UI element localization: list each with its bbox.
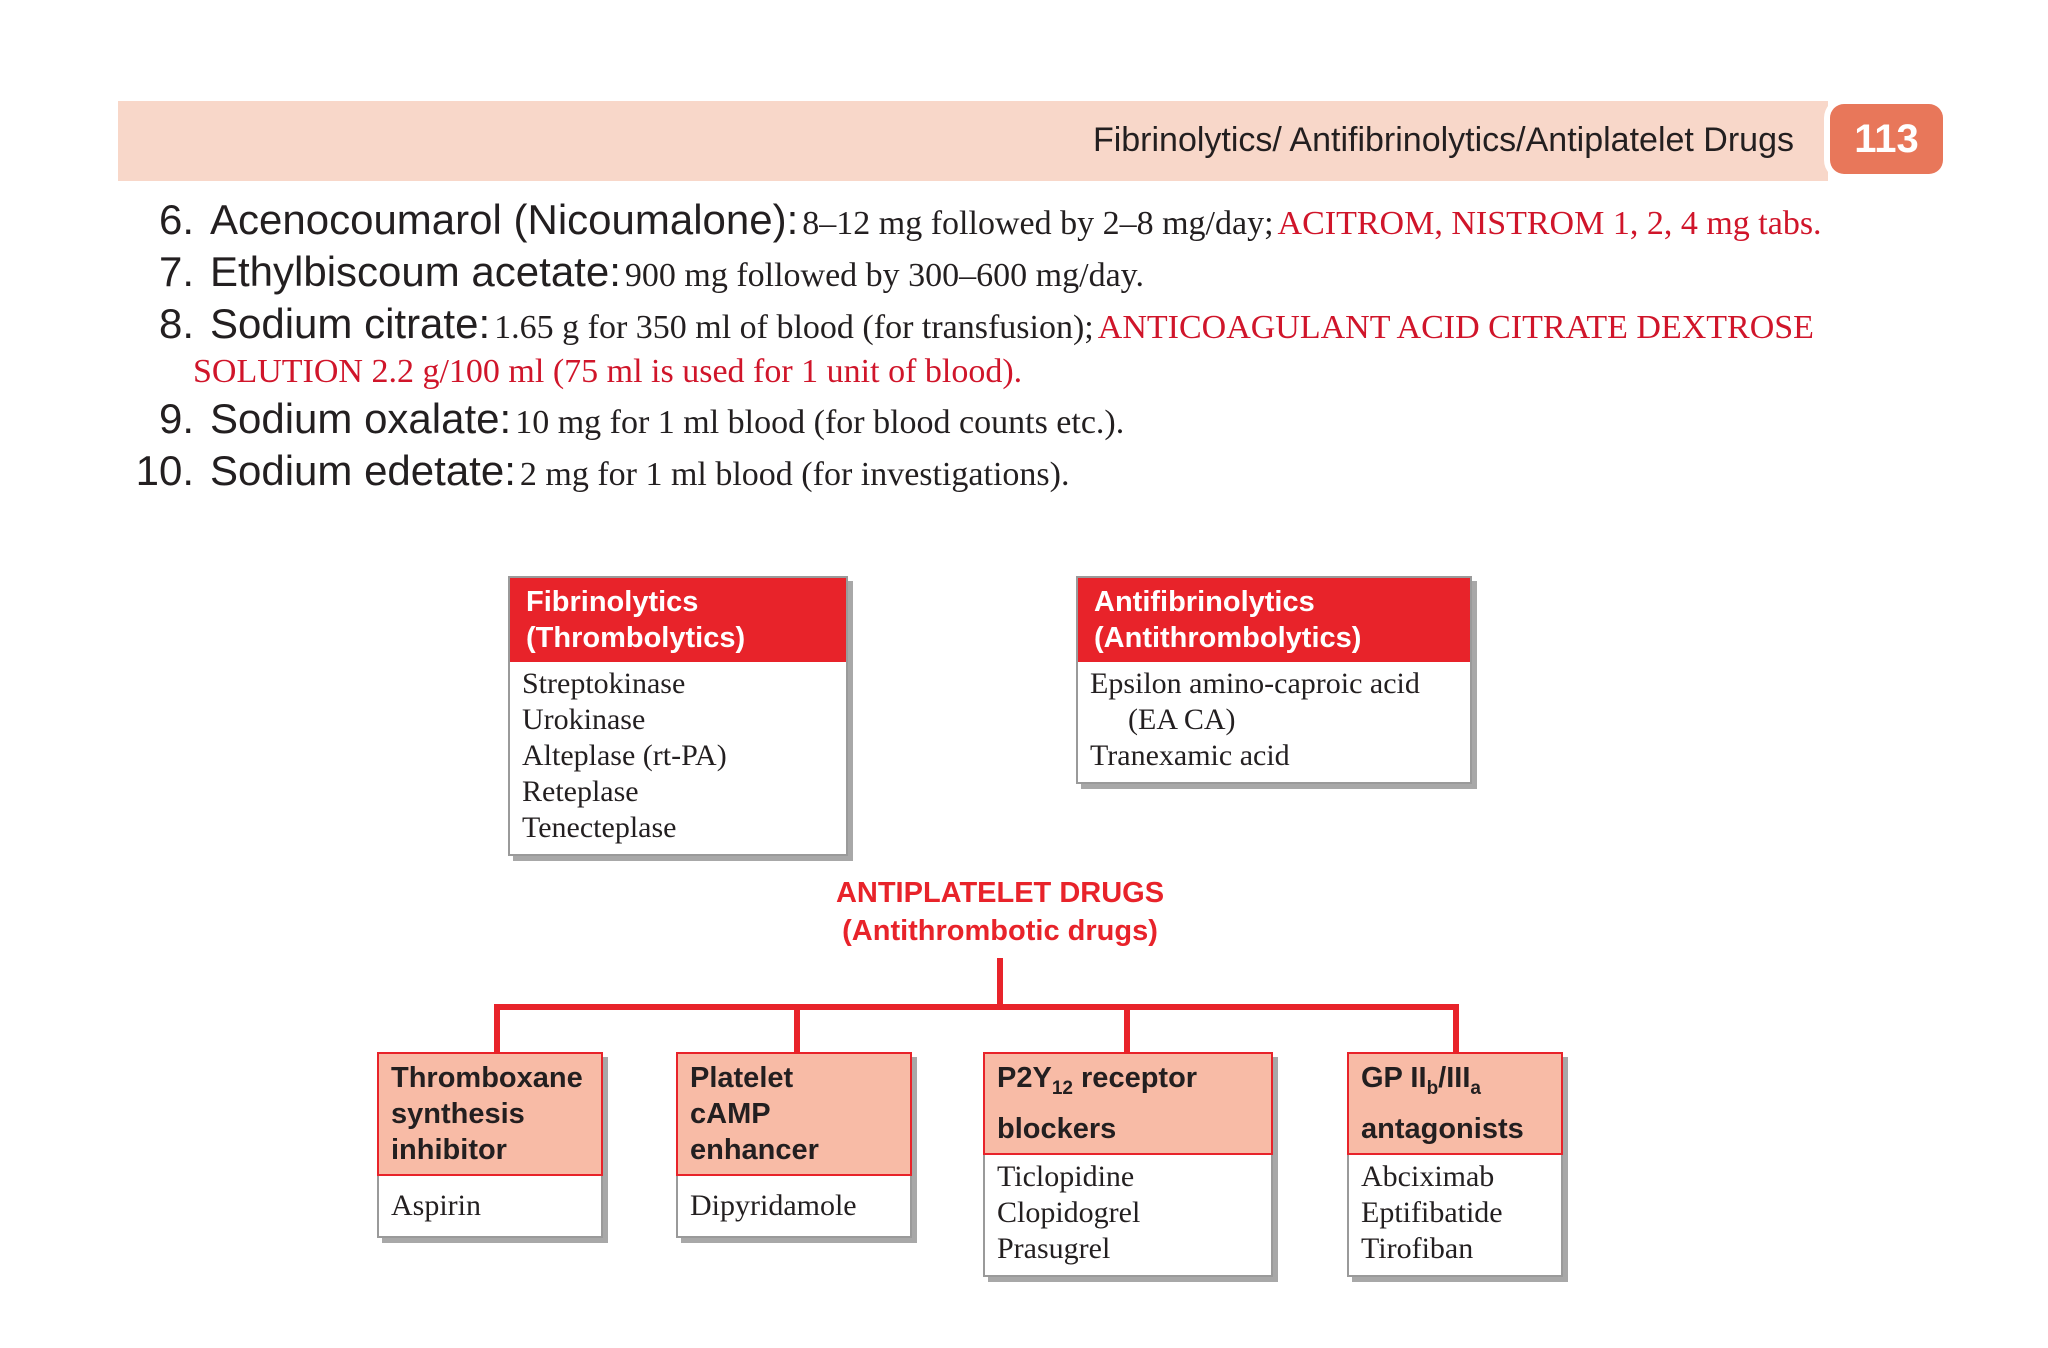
drug-item: Streptokinase [522,667,686,700]
thromboxane-inhibitor-box [377,1052,603,1238]
drug-item: Abciximab [1361,1159,1495,1193]
brand-names: ANTICOAGULANT ACID CITRATE DEXTROSE [1097,309,1814,346]
group-heading: Platelet cAMP enhancer [676,1052,912,1176]
drug-name: Acenocoumarol (Nicoumalone): [210,196,799,243]
drug-item: Prasugrel [997,1231,1111,1265]
drug-item: Eptifibatide [1361,1195,1503,1229]
gp-antagonists-box [1347,1052,1563,1277]
list-item: 9. Sodium oxalate: 10 mg for 1 ml blood (for blood counts etc.). [158,395,1125,442]
drug-item: Epsilon amino-caproic acid [1090,667,1420,700]
drug-item: Tenecteplase [522,811,677,844]
fibrinolytics-heading: Fibrinolytics (Thrombolytics) [510,578,846,662]
drug-name: Sodium citrate: [210,300,491,347]
antifibrinolytics-heading: Antifibrinolytics (Antithrombolytics) [1078,578,1470,662]
drug-item: Tranexamic acid [1090,739,1290,772]
group-drug-list [678,1176,910,1236]
antiplatelet-title: ANTIPLATELET DRUGS (Antithrombotic drugs) [835,877,1165,947]
connector-drop [1453,1004,1459,1054]
drug-item: Ticlopidine [997,1159,1135,1193]
group-heading: Thromboxane synthesis inhibitor [377,1052,603,1176]
group-drug-list [379,1176,601,1236]
list-item: 8. Sodium citrate: 1.65 g for 350 ml of blood (for transfusion); ANTICOAGULANT ACID CITRATE DEXTROSE [158,300,1814,347]
list-item: 7. Ethylbiscoum acetate: 900 mg followed by 300–600 mg/day. [158,248,1144,295]
group-heading: GP $II_b/III_a$ antagonists [1347,1052,1563,1155]
connector-drop [1124,1004,1130,1054]
drug-item: Reteplase [522,775,639,808]
group-drug-list [985,1155,1271,1275]
fibrinolytics-box [508,576,848,856]
connector-bar [494,1004,1459,1010]
chapter-title: Fibrinolytics/ Antifibrinolytics/Antiplatelet Drugs [1092,121,1794,159]
drug-item: Urokinase [522,703,646,736]
antifibrinolytics-box [1076,576,1472,784]
drug-item: (EA CA) [1128,703,1236,736]
dosage: 10 mg for 1 ml blood (for blood counts etc.). [515,404,1125,441]
connector-drop [794,1004,800,1054]
antifibrinolytics-drug-list [1078,662,1470,782]
drug-item: Dipyridamole [690,1189,857,1222]
list-item: 10. Sodium edetate: 2 mg for 1 ml blood (for investigations). [135,447,1070,494]
drug-item: Clopidogrel [997,1195,1141,1229]
dosage: 1.65 g for 350 ml of blood (for transfusion); [494,309,1094,346]
group-drug-list [1349,1155,1561,1275]
page-number: 113 [1830,104,1943,174]
group-heading: $P2Y_{12}$ receptor blockers [983,1052,1273,1155]
dosage: 8–12 mg followed by 2–8 mg/day; [802,205,1274,242]
dosage: 2 mg for 1 ml blood (for investigations). [519,456,1070,493]
drug-name: Sodium edetate: [210,447,516,494]
fibrinolytics-drug-list [510,662,846,854]
p2y12-blockers-box [983,1052,1273,1277]
drug-item: Aspirin [391,1189,481,1222]
drug-item: Tirofiban [1361,1231,1474,1265]
drug-name: Ethylbiscoum acetate: [210,248,621,295]
list-item: 6. Acenocoumarol (Nicoumalone): 8–12 mg followed by 2–8 mg/day; ACITROM, NISTROM 1, 2, 4 mg tabs. [158,196,1822,243]
drug-name: Sodium oxalate: [210,395,512,442]
brand-names-continued: SOLUTION 2.2 g/100 ml (75 ml is used for 1 unit of blood). [193,353,1023,390]
camp-enhancer-box [676,1052,912,1238]
brand-names: ACITROM, NISTROM 1, 2, 4 mg tabs. [1277,205,1822,242]
drug-item: Alteplase (rt-PA) [522,739,727,772]
dosage: 900 mg followed by 300–600 mg/day. [624,257,1144,294]
connector-trunk [997,958,1003,1006]
connector-drop [494,1004,500,1054]
